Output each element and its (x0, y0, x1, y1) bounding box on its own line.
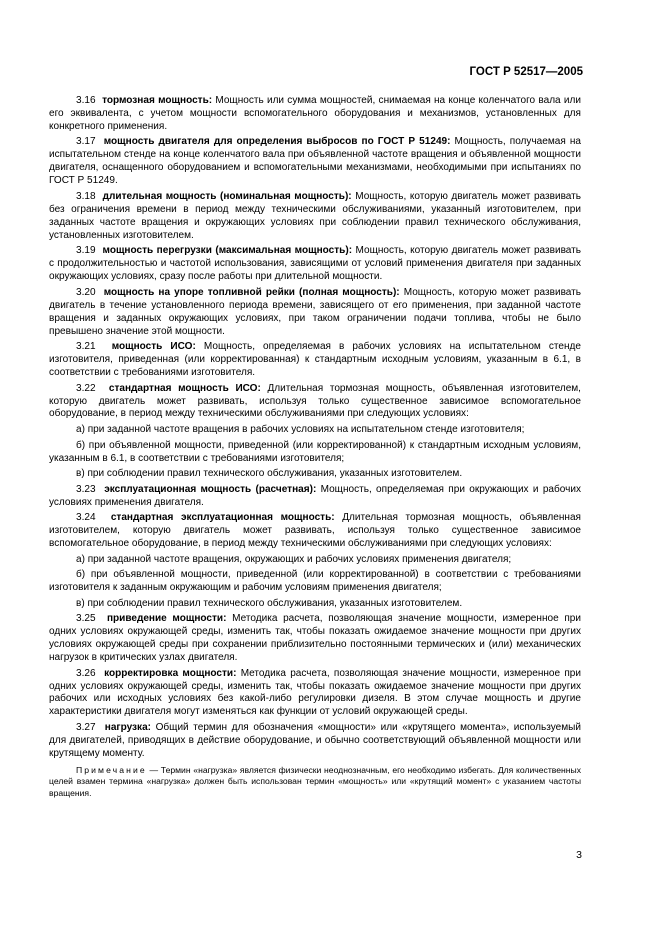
term-title: нагрузка: (104, 721, 152, 733)
list-item: в) при соблюдении правил технического обслуживания, указанных изготовителем. (76, 468, 463, 480)
note-label: Примечание (76, 764, 147, 775)
list-item: а) при заданной частоте вращения в рабочих условиях на испытательном стенде изготовителя; (76, 424, 525, 436)
term-paragraph: 3.23 эксплуатационная мощность (расчетная): Мощность, определяемая при окружающих и рабочих условиях применения двигателя. (49, 483, 581, 508)
term-title: стандартная мощность ИСО: (108, 382, 261, 394)
list-item: а) при заданной частоте вращения, окружающих и рабочих условиях применения двигателя; (76, 553, 512, 565)
term-paragraph: 3.21 мощность ИСО: Мощность, определяемая в рабочих условиях на испытательном стенде изготовителя, приведенная (или корректированная) к стандартным исходным условиям, указанным в 6.1, в соответствии с требованиями изготовителя. (49, 341, 581, 379)
term-title: тормозная мощность: (102, 95, 213, 106)
note-paragraph (49, 765, 581, 799)
note-text: — Термин «нагрузка» является физически неоднозначным, его необходимо избегать. Для количественных целей взамен термина «нагрузка» должен быть использован термин «мощность» или «крутящий момент» с указанием частоты вращения. (49, 764, 582, 798)
page-number: 3 (576, 849, 582, 861)
term-paragraph: 3.20 мощность на упоре топливной рейки (полная мощность): Мощность, которую может развивать двигатель в течение установленного периода времени, зависящего от его применения, при заданной частоте вращения и заданных окружающих условиях, при таком ограничении подачи топлива, чтобы не было превышено значение этой мощности. (49, 286, 581, 337)
term-title: приведение мощности: (106, 613, 227, 625)
term-paragraph: 3.16 тормозная мощность: Мощность или сумма мощностей, снимаемая на конце коленчатого вала или его эквивалента, с учетом мощности вспомогательного оборудования и механизмов, установленных для конкретного применения. (49, 95, 581, 132)
term-paragraph: 3.24 стандартная эксплуатационная мощность: Длительная тормозная мощность, объявленная изготовителем, которую двигатель может развивать, используя только существенное зависимое вспомогательное оборудование, в период между техническими обслуживаниями при следующих условиях: (49, 512, 581, 550)
term-title: мощность двигателя для определения выбросов по ГОСТ Р 51249: (103, 136, 451, 148)
term-title: длительная мощность (номинальная мощность): (102, 190, 352, 202)
term-paragraph: 3.19 мощность перегрузки (максимальная мощность): Мощность, которую двигатель может развивать с продолжительностью и частотой использования, зависящими от условий применения двигателя при заданных окружающих условиях, сразу после работы при длительной мощности. (49, 245, 581, 283)
term-paragraph: 3.22 стандартная мощность ИСО: Длительная тормозная мощность, объявленная изготовителем, которую двигатель может развивать, используя только существенное зависимое вспомогательное оборудование, в период между техническими обслуживаниями при следующих условиях: (49, 382, 581, 420)
list-item: б) при объявленной мощности, приведенной (или корректированной) в соответствии с требованиями изготовителя к заданным окружающим и рабочим условиям применения двигателя; (49, 569, 581, 594)
term-paragraph: 3.18 длительная мощность (номинальная мощность): Мощность, которую двигатель может развивать без ограничения времени в период между техническими обслуживаниями, указанный изготовителем, при заданных частоте вращения и окружающих условиях при соблюдении правил технического обслуживания, установленных изготовителем. (49, 190, 581, 241)
term-paragraph: 3.25 приведение мощности: Методика расчета, позволяющая значение мощности, измеренное при одних условиях окружающей среды, изменить так, чтобы показать ожидаемое значение мощности при других условиях окружающей среды при сохранении приблизительно постоянными термических и (или) механических нагрузок в критических узлах двигателя. (49, 613, 581, 664)
page-header: ГОСТ Р 52517—2005 (469, 66, 583, 78)
list-item: в) при соблюдении правил технического обслуживания, указанных изготовителем. (76, 597, 463, 609)
document-body (49, 95, 581, 799)
term-title: стандартная эксплуатационная мощность: (110, 512, 335, 524)
term-title: эксплуатационная мощность (расчетная): (104, 483, 317, 495)
term-title: мощность на упоре топливной рейки (полная мощность): (103, 286, 400, 298)
term-title: мощность перегрузки (максимальная мощность): (102, 245, 353, 257)
term-paragraph: 3.17 мощность двигателя для определения выбросов по ГОСТ Р 51249: Мощность, получаемая на испытательном стенде на конце коленчатого вала при объявленной частоте вращения и объявленной мощности двигателя, оснащенного оборудованием и вспомогательными механизмами, необходимыми при испытаниях по ГОСТ Р 51249. (49, 136, 582, 187)
term-paragraph: 3.26 корректировка мощности: Методика расчета, позволяющая значение мощности, измеренное при одних условиях окружающей среды, изменить так, чтобы показать ожидаемое значение мощности при других рабочих или исходных условиях без какой-либо регулировки дизеля. В этом случае мощность и другие характеристики двигателя могут изменяться как функции от условий окружающей среды. (49, 667, 581, 718)
term-title: мощность ИСО: (111, 341, 196, 353)
term-title: корректировка мощности: (104, 667, 237, 679)
list-item: б) при объявленной мощности, приведенной (или корректированной) к стандартным исходным условиям, указанным в 6.1, в соответствии с требованиями изготовителя; (49, 439, 581, 464)
term-paragraph: 3.27 нагрузка: Общий термин для обозначения «мощности» или «крутящего момента», используемый для двигателей, приводящих в действие оборудование, и обычно соответствующий объявленной мощности или крутящему моменту. (49, 721, 581, 759)
